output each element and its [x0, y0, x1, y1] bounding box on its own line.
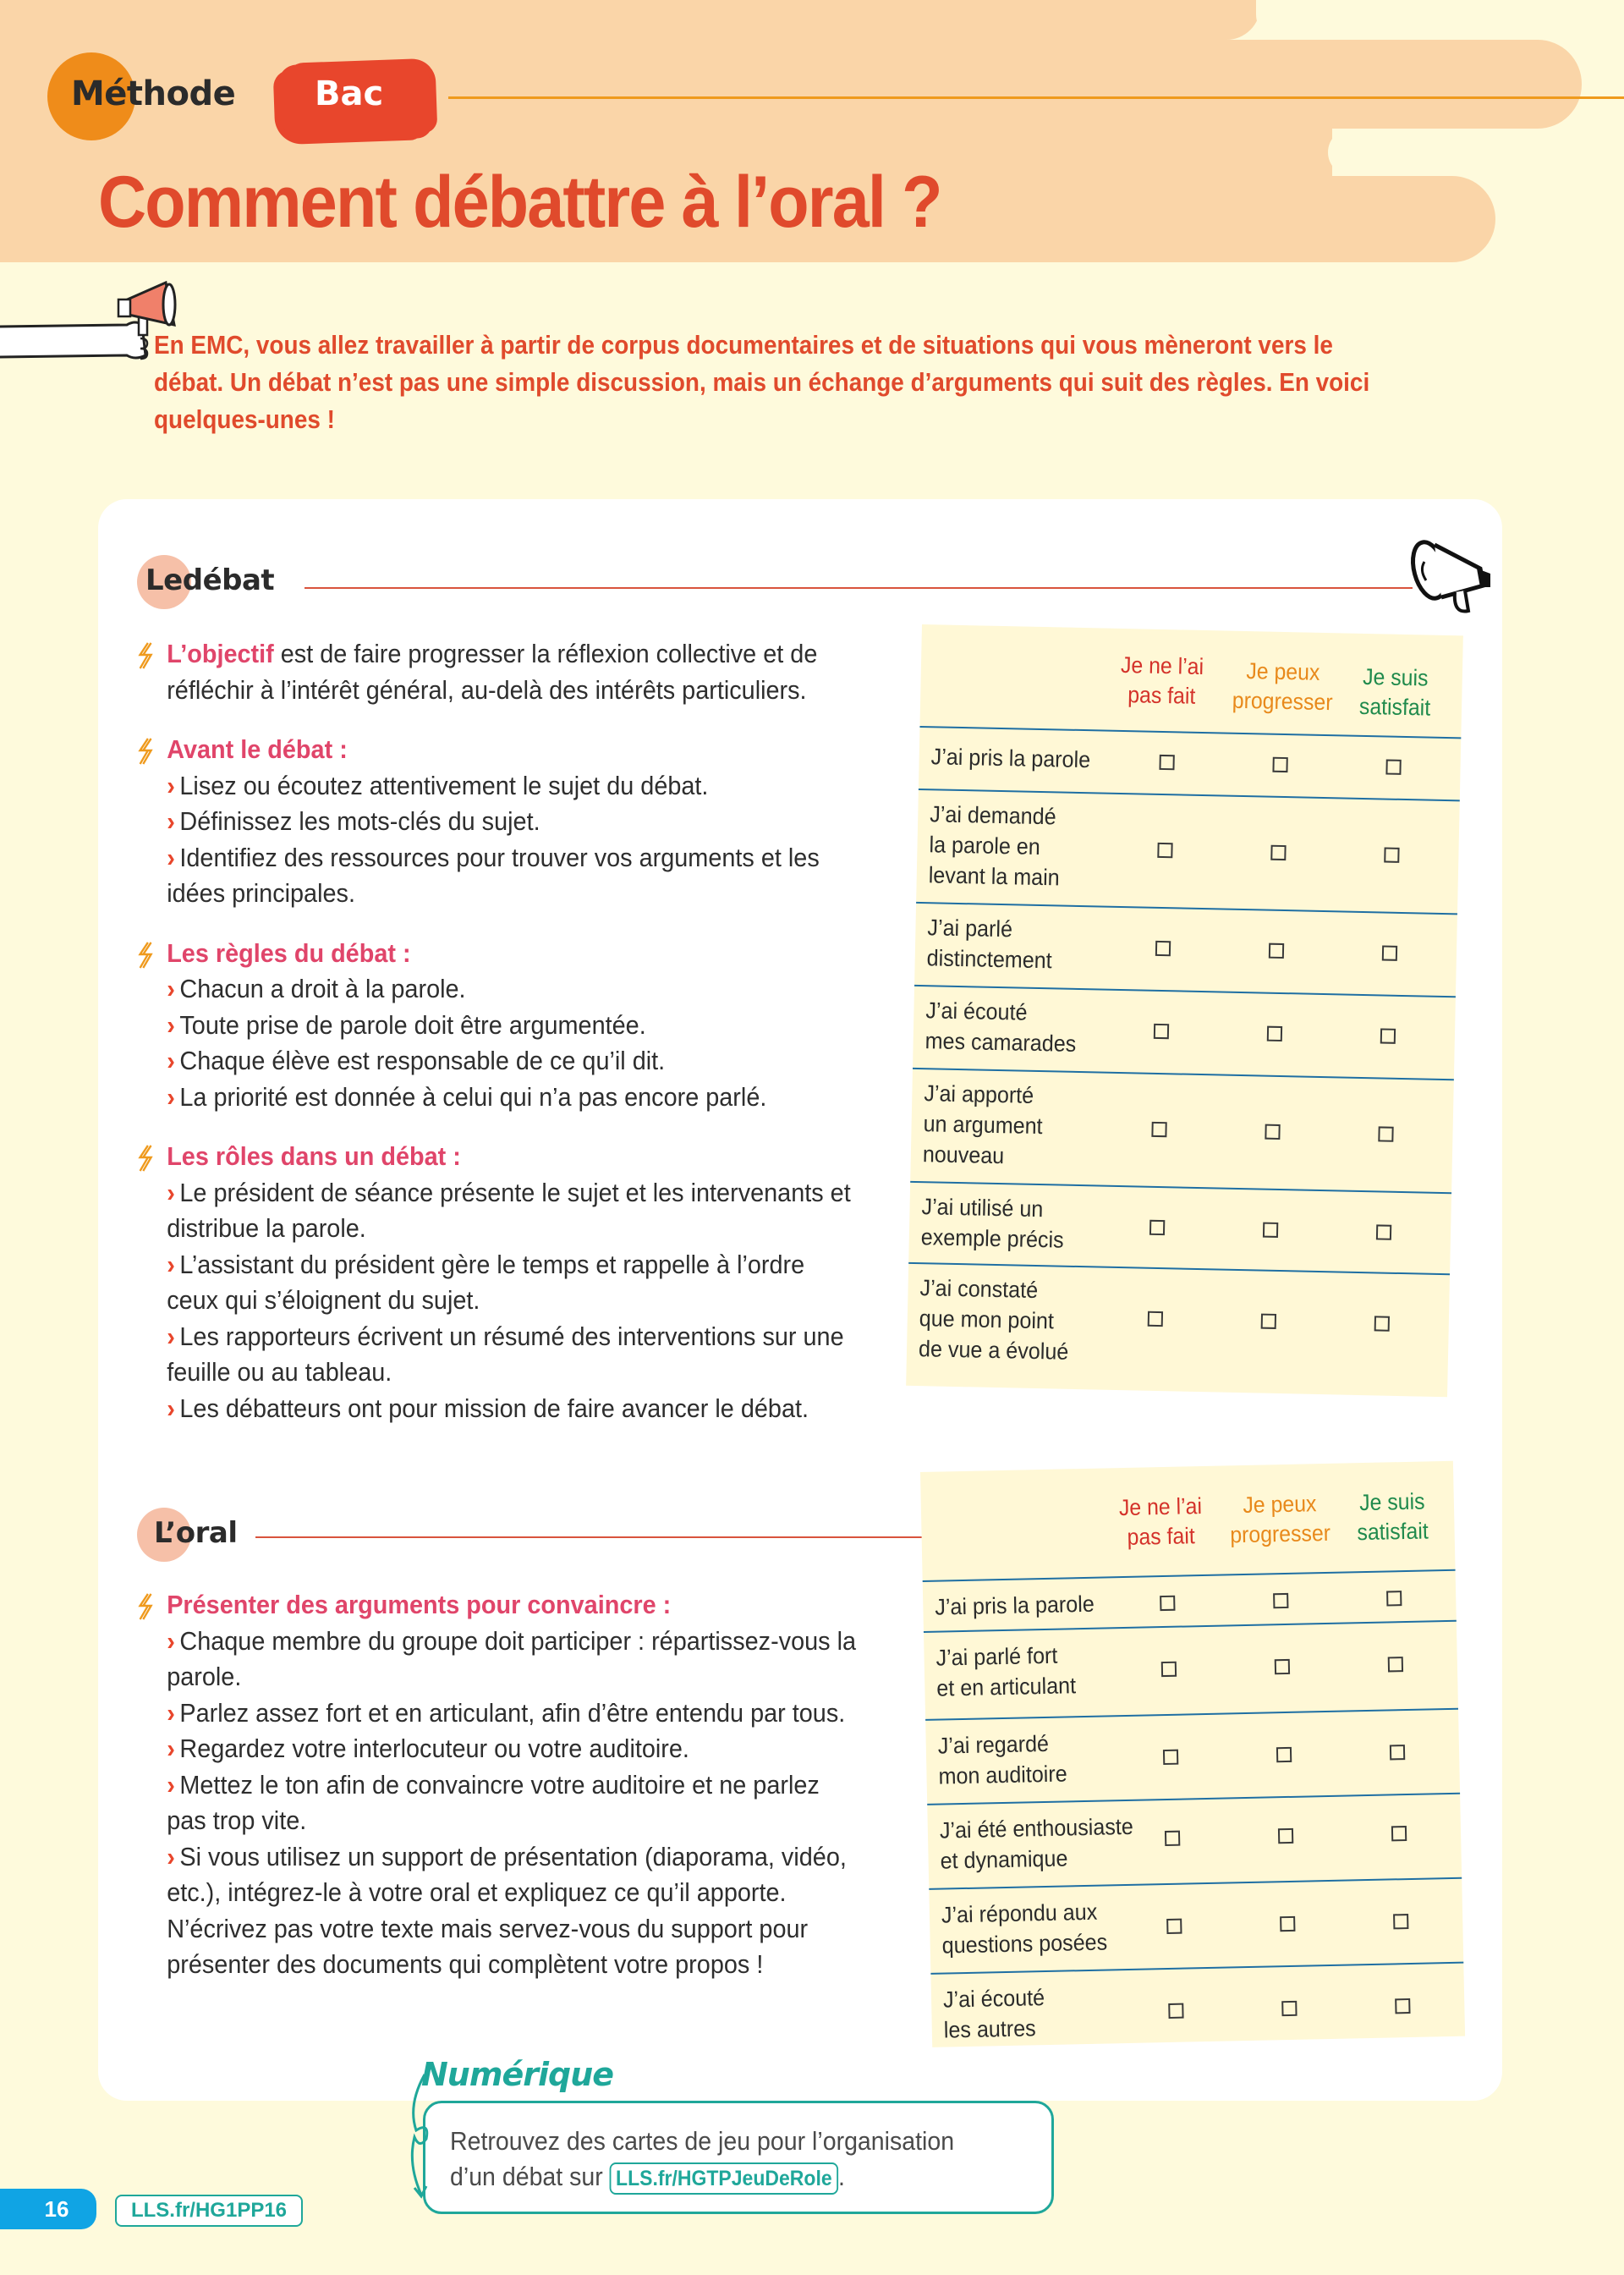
- arrow-icon: ›: [167, 770, 175, 800]
- page-title: Comment débattre à l’oral ?: [98, 162, 941, 243]
- intro-text: En EMC, vous allez travailler à partir de corpus documentaires et de situations qui vous mèneront vers le débat. Un débat n’est pas une simple discussion, mais un échange d’arguments qui suit des règles. En voici quelques-unes !: [154, 330, 1370, 434]
- debat-block-roles: Les rôles dans un débat : › Le président de séance présente le sujet et les intervenants et distribue la parole. › L’assistant du président gère le temps et rappelle à l’ordre ceux qui s’éloignent du sujet. › Les rapporteurs écrivent un résumé des interventions sur une feuille ou au tableau. › Les débatteurs ont pour mission de faire avancer le débat.: [135, 1139, 859, 1426]
- arrow-icon: ›: [167, 842, 175, 872]
- checklist-row: J’ai apporté un argument nouveau: [910, 1068, 1454, 1192]
- checkbox-not-done[interactable]: [1165, 1831, 1180, 1846]
- checkbox-not-done[interactable]: [1155, 941, 1171, 956]
- checkbox-satisfied[interactable]: [1376, 1224, 1391, 1239]
- arrow-icon: ›: [167, 1697, 175, 1728]
- self-assessment-debat: [906, 624, 1463, 1397]
- checkbox-satisfied[interactable]: [1390, 1745, 1405, 1760]
- page-link[interactable]: LLS.fr/HG1PP16: [115, 2195, 303, 2227]
- arrow-icon: ›: [167, 1081, 175, 1112]
- list-item: › Les rapporteurs écrivent un résumé des interventions sur une feuille ou au tableau.: [167, 1321, 844, 1387]
- list-item: › Lisez ou écoutez attentivement le sujet du débat.: [167, 770, 709, 800]
- arrow-icon: ›: [167, 1177, 175, 1207]
- column-header-can-improve: Je peux progresser: [1232, 658, 1333, 716]
- checklist-row: J’ai parlé fort et en articulant: [924, 1620, 1458, 1719]
- checkbox-satisfied[interactable]: [1391, 1826, 1407, 1841]
- list-item: › Parlez assez fort et en articulant, afin d’être entendu par tous.: [167, 1697, 846, 1728]
- checkbox-can-improve[interactable]: [1270, 845, 1286, 860]
- arrow-icon: ›: [167, 1734, 175, 1763]
- checkbox-satisfied[interactable]: [1385, 760, 1401, 775]
- checklist-row: J’ai répondu aux questions posées: [929, 1877, 1463, 1973]
- checkbox-can-improve[interactable]: [1265, 1124, 1280, 1140]
- column-header-satisfied: Je suis satisfait: [1357, 1488, 1429, 1546]
- checklist-row: J’ai demandé la parole en levant la main: [916, 789, 1460, 913]
- checklist-row: J’ai regardé mon auditoire: [925, 1708, 1460, 1804]
- checkbox-can-improve[interactable]: [1267, 1026, 1282, 1041]
- bolt-icon: [135, 1592, 157, 1621]
- checkbox-satisfied[interactable]: [1374, 1316, 1390, 1331]
- header-band-notch: [1328, 129, 1624, 176]
- oral-block-arguments: Présenter des arguments pour convaincre : › Chaque membre du groupe doit participer : répartissez-vous la parole. › Parlez assez fort et en articulant, afin d’être entendu par tous. › Regardez votre interlocuteur ou votre auditoire. › Mettez le ton afin de convaincre votre auditoire et ne parlez pas trop vite. › Si vous utilisez un support de présentation (diaporama, vidéo, etc.), intégrez-le à votre oral et expliquez ce qu’il apporte. N’écrivez pas votre texte mais servez-vous du support pour présenter des documents qui complètent votre propos !: [135, 1587, 859, 1983]
- section-rule: [304, 587, 1413, 589]
- column-header-not-done: Je ne l’ai pas fait: [1120, 651, 1204, 709]
- checkbox-not-done[interactable]: [1159, 755, 1174, 770]
- checkbox-not-done[interactable]: [1149, 1220, 1165, 1235]
- page-number: 16: [0, 2189, 96, 2229]
- checkbox-can-improve[interactable]: [1273, 1593, 1288, 1608]
- checkbox-not-done[interactable]: [1161, 1662, 1177, 1677]
- arrow-icon: ›: [167, 1393, 175, 1423]
- list-item: › Si vous utilisez un support de présentation (diaporama, vidéo, etc.), intégrez-le à votre oral et expliquez ce qu’il apporte. N’écrivez pas votre texte mais servez-vous du support pour présenter des documents qui complètent votre propos !: [167, 1841, 847, 1979]
- checkbox-can-improve[interactable]: [1281, 2001, 1297, 2016]
- checkbox-can-improve[interactable]: [1272, 757, 1287, 772]
- numerique-title: Numérique: [421, 2056, 614, 2093]
- column-header-satisfied: Je suis satisfait: [1358, 663, 1431, 721]
- list-item: › Chaque élève est responsable de ce qu’il dit.: [167, 1046, 666, 1075]
- checkbox-can-improve[interactable]: [1280, 1916, 1295, 1932]
- bac-badge: Bac: [315, 74, 384, 113]
- checkbox-can-improve[interactable]: [1261, 1314, 1276, 1329]
- checklist-row: J’ai écouté les autres: [930, 1962, 1465, 2047]
- list-item: › L’assistant du président gère le temps et rappelle à l’ordre ceux qui s’éloignent du sujet.: [167, 1249, 805, 1315]
- debat-content: [135, 636, 859, 1450]
- bolt-icon: [135, 737, 157, 766]
- list-item: › Regardez votre interlocuteur ou votre auditoire.: [167, 1734, 689, 1763]
- checkbox-not-done[interactable]: [1166, 1919, 1182, 1934]
- bolt-icon: [135, 641, 157, 670]
- checklist-row: J’ai écouté mes camarades: [913, 985, 1456, 1079]
- checkbox-can-improve[interactable]: [1269, 943, 1284, 959]
- checkbox-can-improve[interactable]: [1263, 1223, 1278, 1238]
- checkbox-satisfied[interactable]: [1386, 1591, 1402, 1606]
- list-item: › Identifiez des ressources pour trouver vos arguments et les idées principales.: [167, 842, 820, 908]
- debat-block-objectif: L’objectif est de faire progresser la réflexion collective et de réfléchir à l’intérêt général, au-delà des intérêts particuliers.: [135, 636, 859, 708]
- list-item: › Toute prise de parole doit être argumentée.: [167, 1009, 646, 1040]
- arrow-icon: ›: [167, 1249, 175, 1279]
- header-band: [0, 40, 1582, 129]
- checklist-row: J’ai utilisé un exemple précis: [908, 1181, 1451, 1273]
- arrow-icon: ›: [167, 974, 175, 1003]
- self-assessment-oral: [920, 1461, 1465, 2047]
- checkbox-satisfied[interactable]: [1382, 945, 1397, 960]
- arrow-icon: ›: [167, 806, 175, 836]
- checkbox-satisfied[interactable]: [1378, 1126, 1393, 1141]
- arrow-icon: ›: [167, 1009, 175, 1040]
- list-item: › La priorité est donnée à celui qui n’a pas encore parlé.: [167, 1081, 767, 1112]
- list-item: › Définissez les mots-clés du sujet.: [167, 806, 540, 836]
- checkbox-not-done[interactable]: [1163, 1750, 1178, 1765]
- section-heading-oral: L’o ral: [154, 1516, 238, 1550]
- arrow-icon: ›: [167, 1625, 175, 1656]
- checkbox-satisfied[interactable]: [1380, 1028, 1396, 1043]
- checkbox-not-done[interactable]: [1160, 1596, 1175, 1611]
- debat-block-regles: Les règles du débat : › Chacun a droit à la parole. › Toute prise de parole doit être argumentée. › Chaque élève est responsable de ce qu’il dit. › La priorité est donnée à celui qui n’a pas encore parlé.: [135, 936, 859, 1116]
- list-item: › Les débatteurs ont pour mission de faire avancer le débat.: [167, 1393, 809, 1423]
- list-item: › Chacun a droit à la parole.: [167, 974, 466, 1003]
- header-band-notch: [1256, 0, 1624, 40]
- checkbox-satisfied[interactable]: [1388, 1657, 1403, 1672]
- checklist-row: J’ai parlé distinctement: [914, 902, 1457, 996]
- checklist-row: J’ai été enthousiaste et dynamique: [927, 1793, 1462, 1888]
- arrow-icon: ›: [167, 1321, 175, 1351]
- checklist-row: J’ai pris la parole: [919, 726, 1461, 800]
- column-header-not-done: Je ne l’ai pas fait: [1118, 1493, 1203, 1550]
- numerique-text: Retrouvez des cartes de jeu pour l’organisation d’un débat sur LLS.fr/HGTPJeuDeRole .: [450, 2124, 995, 2195]
- oral-content: [135, 1587, 859, 2007]
- list-item: › Le président de séance présente le sujet et les intervenants et distribue la parole.: [167, 1177, 851, 1243]
- list-item: › Chaque membre du groupe doit participer : répartissez-vous la parole.: [167, 1625, 857, 1691]
- checkbox-not-done[interactable]: [1154, 1024, 1169, 1039]
- header-band: [0, 0, 1260, 40]
- methode-badge: Méthode: [71, 74, 236, 113]
- megaphone-icon: [1406, 526, 1506, 619]
- list-item: › Mettez le ton afin de convaincre votre auditoire et ne parlez pas trop vite.: [167, 1769, 820, 1835]
- checkbox-satisfied[interactable]: [1395, 1998, 1410, 2014]
- checklist-row: J’ai pris la parole: [923, 1569, 1457, 1631]
- checkbox-can-improve[interactable]: [1276, 1747, 1292, 1762]
- bolt-icon: [135, 1144, 157, 1173]
- checkbox-satisfied[interactable]: [1393, 1914, 1408, 1929]
- arrow-icon: ›: [167, 1046, 175, 1075]
- section-rule: [255, 1536, 924, 1538]
- numerique-link[interactable]: LLS.fr/HGTPJeuDeRole: [610, 2162, 838, 2195]
- arrow-icon: ›: [167, 1841, 175, 1871]
- checklist-row: J’ai constaté que mon point de vue a évolué: [906, 1262, 1450, 1387]
- debat-block-avant: Avant le débat : › Lisez ou écoutez attentivement le sujet du débat. › Définissez les mots-clés du sujet. › Identifiez des ressources pour trouver vos arguments et les idées principales.: [135, 732, 859, 912]
- header-rule: [448, 96, 1624, 99]
- checkbox-not-done[interactable]: [1148, 1311, 1163, 1327]
- checkbox-not-done[interactable]: [1157, 843, 1172, 858]
- section-heading-debat: Le débat: [145, 563, 275, 597]
- checkbox-not-done[interactable]: [1168, 2003, 1183, 2019]
- checkbox-can-improve[interactable]: [1278, 1828, 1293, 1844]
- checkbox-can-improve[interactable]: [1275, 1659, 1290, 1674]
- bolt-icon: [135, 941, 157, 970]
- arrow-icon: ›: [167, 1769, 175, 1800]
- checkbox-satisfied[interactable]: [1384, 848, 1399, 863]
- checkbox-not-done[interactable]: [1151, 1122, 1166, 1137]
- column-header-can-improve: Je peux progresser: [1229, 1491, 1331, 1548]
